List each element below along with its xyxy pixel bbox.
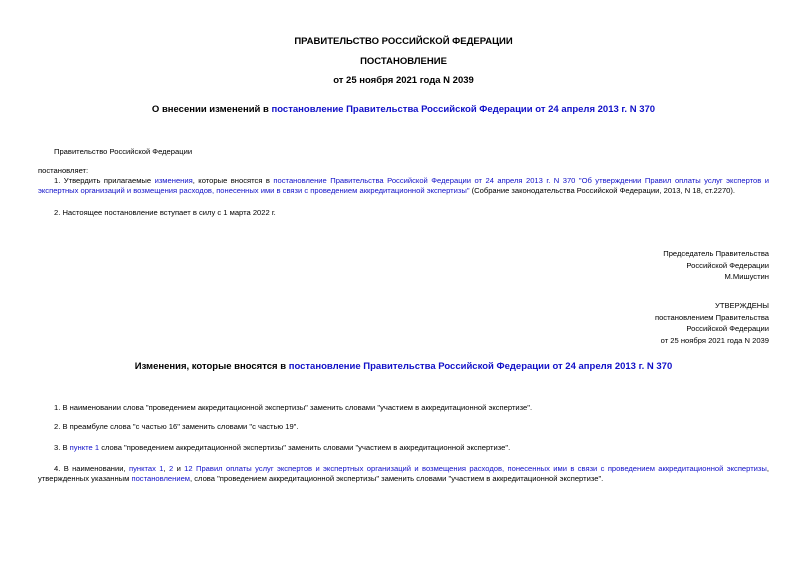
approved-line-2: постановлением Правительства	[654, 312, 769, 322]
signature-block	[663, 248, 769, 283]
item4-text-c: , слова "проведением аккредитационной экспертизы" заменить словами "участием в аккредитационной экспертизе".	[190, 474, 604, 483]
approved-line-3: Российской Федерации	[686, 324, 769, 333]
body-item-2: 2. Настоящее постановление вступает в силу с 1 марта 2022 г.	[54, 208, 276, 217]
item4-sep-1: ,	[163, 464, 169, 473]
point-1-link[interactable]: пункте 1	[69, 443, 100, 452]
document-title	[0, 104, 807, 116]
item4-text-a: 4. В наименовании,	[54, 464, 129, 473]
signature-line-3: М.Мишустин	[724, 272, 769, 281]
resolution-link[interactable]: постановлением	[131, 474, 191, 483]
changes-item-2: 2. В преамбуле слова "с частью 16" заменить словами "с частью 19".	[54, 422, 299, 431]
resolves-line: постановляет:	[38, 166, 89, 175]
changes-item-4	[38, 464, 769, 484]
item4-sep-2: и	[173, 464, 185, 473]
government-heading: ПРАВИТЕЛЬСТВО РОССИЙСКОЙ ФЕДЕРАЦИИ	[294, 36, 513, 47]
point-2-link[interactable]: 2	[168, 464, 174, 473]
date-number-heading: от 25 ноября 2021 года N 2039	[333, 75, 474, 86]
title-resolution-link[interactable]: постановление Правительства Российской Федерации от 24 апреля 2013 г. N 370	[271, 104, 656, 115]
changes-item-1: 1. В наименовании слова "проведением аккредитационной экспертизы" заменить словами "участием в аккредитационной экспертизе".	[54, 403, 533, 412]
resolution-370-link[interactable]: постановление Правительства Российской Федерации от 24 апреля 2013 г. N 370 "Об утверждении Правил оплаты услуг экспертов и экспертных организаций и возмещения расходов, понесенных ими в связи с проведением аккредитационной экспертизы"	[38, 176, 770, 195]
changes-link[interactable]: изменения	[154, 176, 193, 185]
item4-text-b: , утвержденных указанным	[38, 464, 769, 483]
title-prefix: О внесении изменений в	[151, 104, 272, 115]
approved-block	[655, 300, 769, 346]
changes-item-3	[54, 443, 510, 453]
government-line: Правительство Российской Федерации	[54, 147, 193, 156]
point-12-link[interactable]: 12	[184, 464, 193, 473]
item3-text-a: 3. В	[54, 443, 70, 452]
approved-line-4: от 25 ноября 2021 года N 2039	[660, 335, 769, 345]
points-1-link[interactable]: пунктах 1	[128, 464, 164, 473]
item1-text-a: 1. Утвердить прилагаемые	[54, 176, 155, 185]
changes-title-prefix: Изменения, которые вносятся в	[134, 361, 289, 372]
rules-link[interactable]: Правил оплаты услуг экспертов и экспертных организаций и возмещения расходов, понесенных ими в связи с проведением аккредитационной экспертизы	[196, 464, 767, 473]
changes-title-link[interactable]: постановление Правительства Российской Федерации от 24 апреля 2013 г. N 370	[288, 361, 673, 372]
item3-text-b: слова "проведением аккредитационной экспертизы" заменить словами "участием в аккредитационной экспертизе".	[99, 443, 511, 452]
approved-line-1: УТВЕРЖДЕНЫ	[715, 301, 769, 310]
body-item-1	[38, 176, 769, 196]
signature-line-2: Российской Федерации	[686, 260, 769, 270]
signature-line-1: Председатель Правительства	[663, 249, 769, 258]
doc-type-heading: ПОСТАНОВЛЕНИЕ	[360, 56, 447, 67]
item1-text-b: , которые вносятся в	[192, 176, 274, 185]
item1-text-c: (Собрание законодательства Российской Федерации, 2013, N 18, ст.2270).	[469, 186, 736, 195]
changes-title	[0, 361, 807, 373]
